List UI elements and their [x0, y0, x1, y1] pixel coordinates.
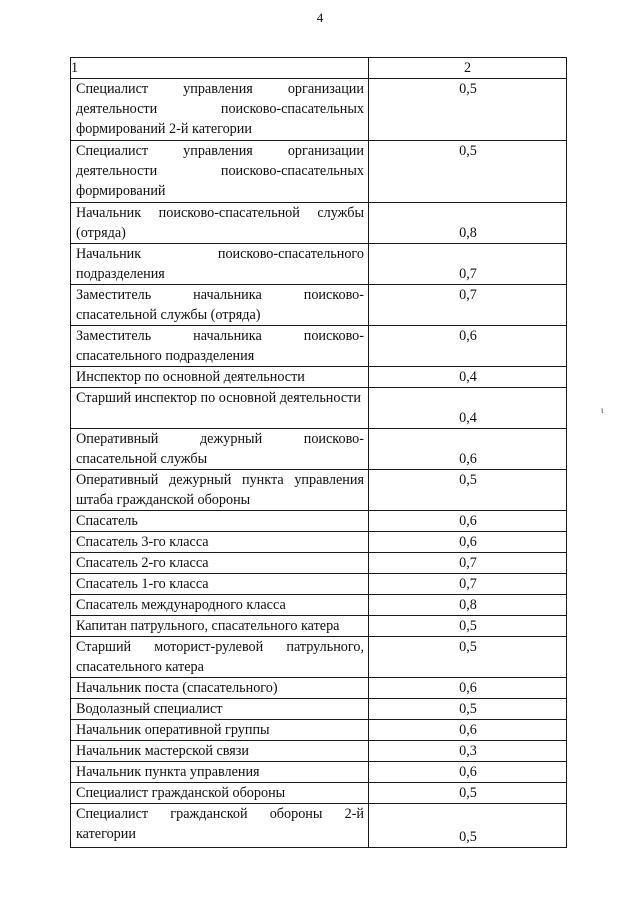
coefficient-cell: 0,5 [369, 783, 567, 804]
position-cell: Водолазный специалист [71, 699, 369, 720]
position-cell: Оперативный дежурный поисково-спасательной службы [71, 429, 369, 470]
position-cell: Оперативный дежурный пункта управления штаба гражданской обороны [71, 470, 369, 511]
table-row [71, 244, 567, 285]
table-row [71, 511, 567, 532]
coefficient-cell: 0,6 [369, 429, 567, 470]
table-row [71, 326, 567, 367]
page-number: 4 [316, 10, 324, 25]
table-row [71, 574, 567, 595]
table-row [71, 203, 567, 244]
coefficient-cell: 0,5 [369, 470, 567, 511]
coefficient-cell: 0,5 [369, 616, 567, 637]
position-cell: Специалист гражданской обороны 2-й категории [71, 804, 369, 848]
position-cell: Спасатель 3-го класса [71, 532, 369, 553]
coefficient-cell: 0,6 [369, 720, 567, 741]
table-row [71, 699, 567, 720]
coefficient-cell: 0,8 [369, 595, 567, 616]
table-row [71, 553, 567, 574]
column-header-2: 2 [369, 58, 567, 79]
table-row [71, 637, 567, 678]
table-row [71, 762, 567, 783]
table-row [71, 285, 567, 326]
table-row [71, 783, 567, 804]
position-cell: Начальник поисково-спасательной службы (отряда) [71, 203, 369, 244]
coefficient-cell: 0,6 [369, 532, 567, 553]
position-cell: Начальник оперативной группы [71, 720, 369, 741]
coefficient-cell: 0,4 [369, 367, 567, 388]
table-row [71, 470, 567, 511]
table-header-row [71, 58, 567, 79]
table-row [71, 616, 567, 637]
position-cell: Начальник поисково-спасательного подразделения [71, 244, 369, 285]
position-cell: Заместитель начальника поисково-спасательной службы (отряда) [71, 285, 369, 326]
coefficient-cell: 0,7 [369, 285, 567, 326]
position-cell: Специалист управления организации деятельности поисково-спасательных формирований [71, 141, 369, 203]
table-row [71, 595, 567, 616]
position-cell: Спасатель [71, 511, 369, 532]
position-cell: Специалист управления организации деятельности поисково-спасательных формирований 2-й категории [71, 79, 369, 141]
coefficient-cell: 0,7 [369, 553, 567, 574]
coefficient-cell: 0,7 [369, 244, 567, 285]
table-row [71, 741, 567, 762]
position-cell: Начальник пункта управления [71, 762, 369, 783]
position-cell: Спасатель 1-го класса [71, 574, 369, 595]
position-cell: Заместитель начальника поисково-спасательного подразделения [71, 326, 369, 367]
position-cell: Спасатель международного класса [71, 595, 369, 616]
coefficient-cell: 0,3 [369, 741, 567, 762]
coefficient-cell: 0,6 [369, 511, 567, 532]
table-row [71, 532, 567, 553]
coefficient-cell: 0,5 [369, 637, 567, 678]
position-cell: Капитан патрульного, спасательного катера [71, 616, 369, 637]
table-row [71, 367, 567, 388]
position-cell: Спасатель 2-го класса [71, 553, 369, 574]
position-cell: Начальник поста (спасательного) [71, 678, 369, 699]
coefficient-cell: 0,8 [369, 203, 567, 244]
table-row [71, 141, 567, 203]
coefficients-table [70, 57, 567, 848]
coefficient-cell: 0,5 [369, 141, 567, 203]
coefficient-cell: 0,6 [369, 762, 567, 783]
scan-mark: ι [601, 405, 604, 415]
table-row [71, 678, 567, 699]
position-cell: Инспектор по основной деятельности [71, 367, 369, 388]
position-cell: Старший инспектор по основной деятельности [71, 388, 369, 429]
table-row [71, 720, 567, 741]
coefficient-cell: 0,7 [369, 574, 567, 595]
coefficient-cell: 0,5 [369, 699, 567, 720]
table-row [71, 429, 567, 470]
coefficient-cell: 0,6 [369, 326, 567, 367]
coefficient-cell: 0,6 [369, 678, 567, 699]
table-row [71, 79, 567, 141]
coefficient-cell: 0,5 [369, 79, 567, 141]
table-row [71, 388, 567, 429]
table-row [71, 804, 567, 848]
position-cell: Специалист гражданской обороны [71, 783, 369, 804]
coefficient-cell: 0,5 [369, 804, 567, 848]
position-cell: Старший моторист-рулевой патрульного, спасательного катера [71, 637, 369, 678]
position-cell: Начальник мастерской связи [71, 741, 369, 762]
coefficient-cell: 0,4 [369, 388, 567, 429]
column-header-1: 1 [71, 58, 369, 79]
